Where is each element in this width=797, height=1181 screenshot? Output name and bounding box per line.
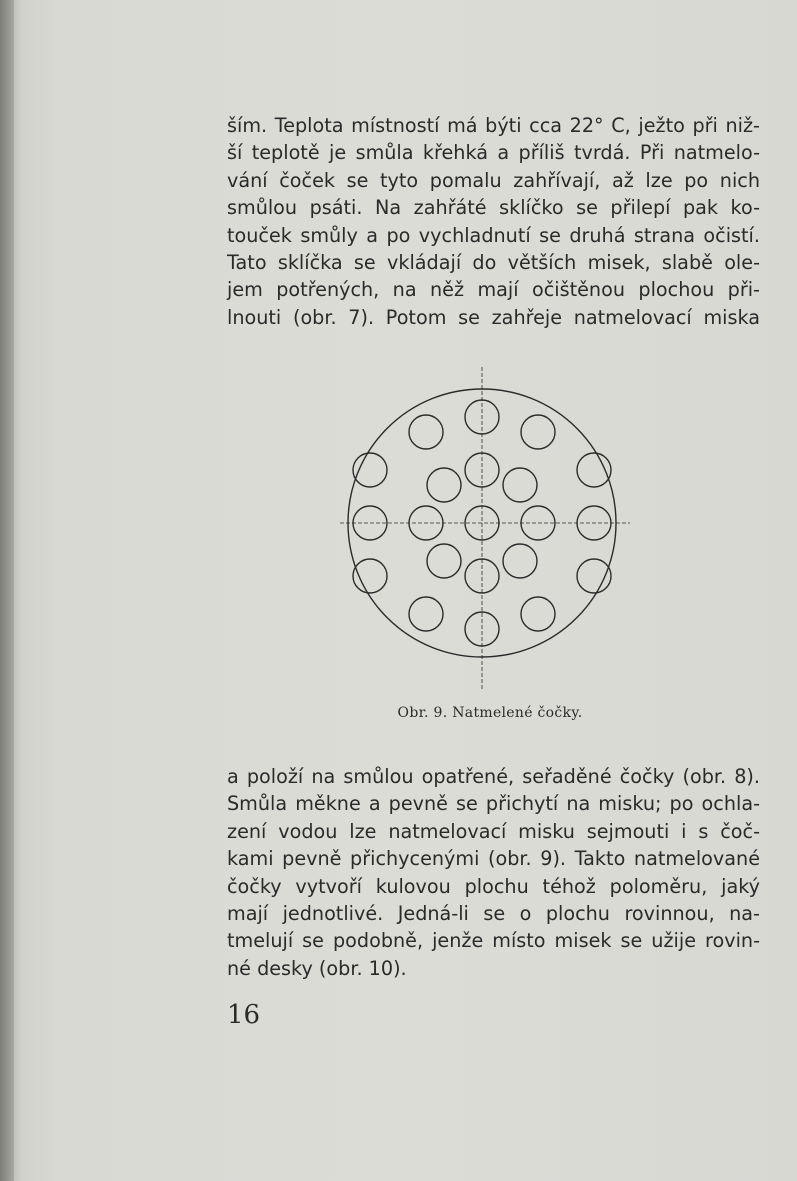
text-line: lnouti (obr. 7). Potom se zahřeje natmelovací miska xyxy=(227,305,760,329)
text-line: a položí na smůlou opatřené, seřaděné čočky (obr. 8). xyxy=(227,765,760,788)
text-line: ším. Teplota místností má býti cca 22° C, ježto při niž- xyxy=(227,114,760,137)
lens-circle xyxy=(503,468,537,502)
lens-circle xyxy=(465,559,499,593)
page-number: 16 xyxy=(227,1000,261,1030)
text-line: né desky (obr. 10). xyxy=(227,956,407,980)
text-line: zení vodou lze natmelovací misku sejmouti i s čoč- xyxy=(227,819,760,843)
paragraph-bottom xyxy=(227,763,760,982)
lens-circle xyxy=(521,415,555,449)
lens-circle xyxy=(353,453,387,487)
text-line: ší teplotě je smůla křehká a příliš tvrdá. Při natmelo- xyxy=(227,141,760,165)
text-line: čočky vytvoří kulovou plochu téhož poloměru, jaký xyxy=(227,874,760,898)
lens-circle xyxy=(353,559,387,593)
lens-circle xyxy=(577,559,611,593)
figure-caption: Obr. 9. Natmelené čočky. xyxy=(397,705,583,721)
text-line: smůlou psáti. Na zahřáté sklíčko se přilepí pak ko- xyxy=(227,196,760,220)
binding-shadow xyxy=(0,0,14,1181)
lens-circle xyxy=(427,544,461,578)
text-line: Smůla měkne a pevně se přichytí na misku; po ochla- xyxy=(227,792,760,816)
lens-diagram xyxy=(340,365,630,690)
text-line: vání čoček se tyto pomalu zahřívají, až lze po nich xyxy=(227,168,760,192)
text-line: touček smůly a po vychladnutí se druhá strana očistí. xyxy=(227,223,760,247)
text-line: mají jednotlivé. Jedná-li se o plochu rovinnou, na- xyxy=(227,901,760,925)
lens-circle xyxy=(409,597,443,631)
lens-circle xyxy=(503,544,537,578)
paragraph-top xyxy=(227,112,760,331)
lens-circle xyxy=(577,453,611,487)
lens-circle xyxy=(521,597,555,631)
text-line: tmelují se podobně, jenže místo misek se užije rovin- xyxy=(227,929,760,953)
lens-circle xyxy=(409,415,443,449)
figure-crosshair xyxy=(340,367,630,690)
text-line: jem potřených, na něž mají očištěnou plochou při- xyxy=(227,278,760,302)
text-line: kami pevně přichycenými (obr. 9). Takto natmelované xyxy=(227,847,760,871)
lens-circle xyxy=(427,468,461,502)
text-line: Tato sklíčka se vkládají do větších misek, slabě ole- xyxy=(227,250,760,274)
